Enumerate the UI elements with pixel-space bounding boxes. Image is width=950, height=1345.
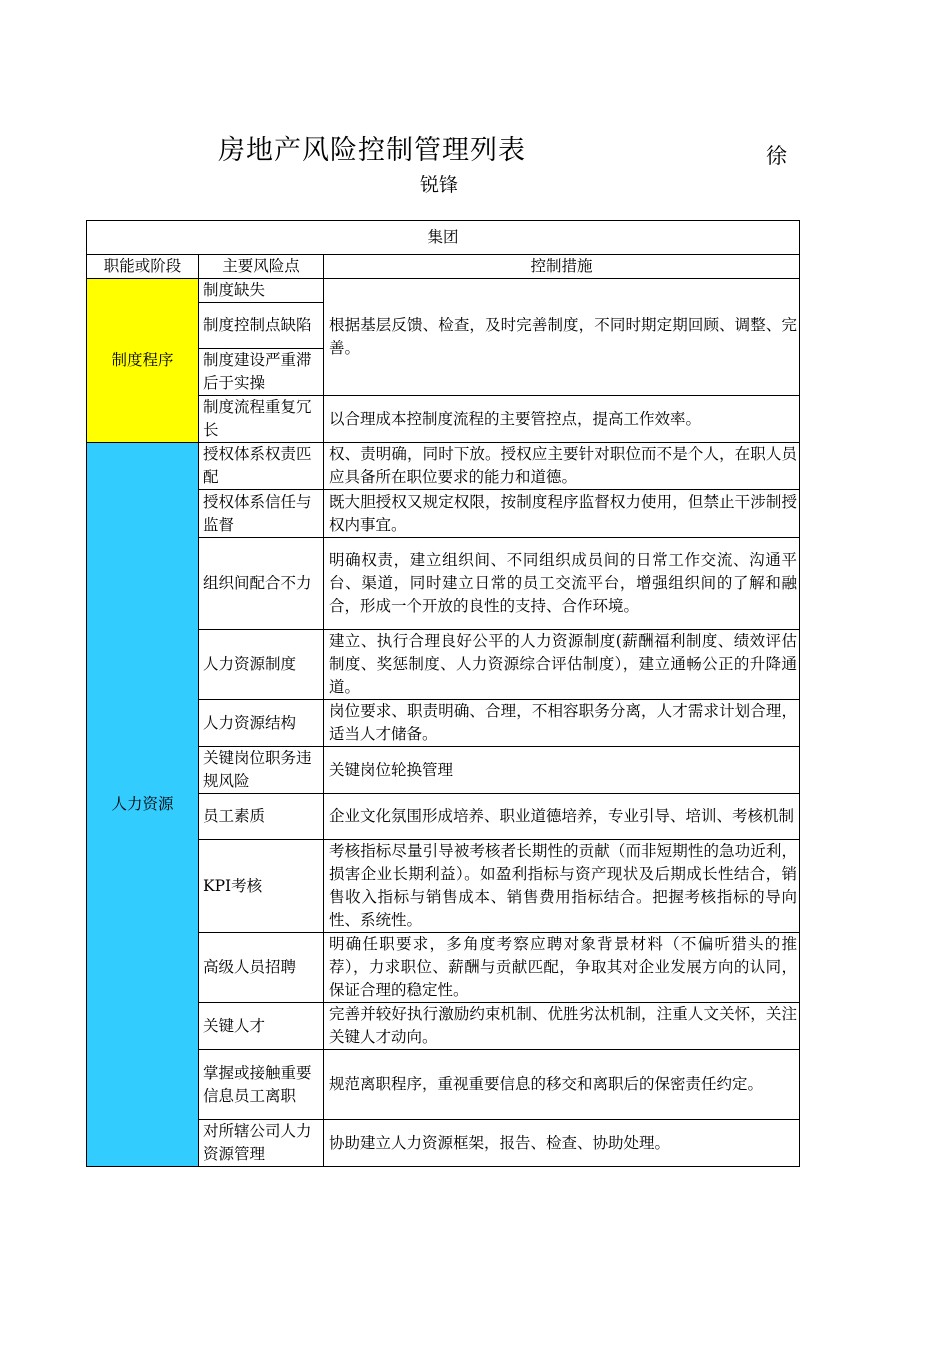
risk-cell: 人力资源制度: [199, 630, 324, 700]
risk-cell: 制度建设严重滞后于实操: [199, 349, 324, 396]
risk-cell: 人力资源结构: [199, 700, 324, 747]
function-cell-system-procedure: 制度程序: [87, 279, 199, 443]
group-header-cell: 集团: [87, 221, 800, 255]
risk-cell: 员工素质: [199, 794, 324, 840]
control-cell: 规范离职程序，重视重要信息的移交和离职后的保密责任约定。: [324, 1050, 800, 1120]
control-cell: 建立、执行合理良好公平的人力资源制度(薪酬福利制度、绩效评估制度、奖惩制度、人力资源综合评估制度），建立通畅公正的升降通道。: [324, 630, 800, 700]
table-row: [87, 443, 800, 490]
column-header-risk: 主要风险点: [199, 255, 324, 279]
risk-cell: 授权体系信任与监督: [199, 490, 324, 538]
document-title: 房地产风险控制管理列表: [218, 135, 526, 166]
risk-cell: 制度控制点缺陷: [199, 303, 324, 349]
control-cell: 完善并较好执行激励约束机制、优胜劣汰机制，注重人文关怀，关注关键人才动向。: [324, 1003, 800, 1050]
author-name-part1: 徐: [766, 144, 787, 168]
risk-cell: 制度流程重复冗长: [199, 396, 324, 443]
control-cell: 以合理成本控制度流程的主要管控点，提高工作效率。: [324, 396, 800, 443]
control-cell: 岗位要求、职责明确、合理，不相容职务分离，人才需求计划合理，适当人才储备。: [324, 700, 800, 747]
column-header-row: [87, 255, 800, 279]
control-cell: 考核指标尽量引导被考核者长期性的贡献（而非短期性的急功近利，损害企业长期利益）。如盈利指标与资产现状及后期成长性结合，销售收入指标与销售成本、销售费用指标结合。把握考核指标的导向性、系统性。: [324, 840, 800, 933]
control-cell: 权、责明确，同时下放。授权应主要针对职位而不是个人，在职人员应具备所在职位要求的能力和道德。: [324, 443, 800, 490]
risk-cell: 组织间配合不力: [199, 538, 324, 630]
function-cell-human-resources: 人力资源: [87, 443, 199, 1167]
control-cell: 根据基层反馈、检查，及时完善制度，不同时期定期回顾、调整、完善。: [324, 279, 800, 396]
column-header-function: 职能或阶段: [87, 255, 199, 279]
risk-cell: 制度缺失: [199, 279, 324, 303]
risk-control-table: [86, 220, 800, 1167]
author-name-part2: 锐锋: [420, 174, 459, 196]
table-row: [87, 279, 800, 303]
risk-cell: 高级人员招聘: [199, 933, 324, 1003]
risk-cell: KPI考核: [199, 840, 324, 933]
group-header-row: [87, 221, 800, 255]
control-cell: 既大胆授权又规定权限，按制度程序监督权力使用，但禁止干涉制授权内事宜。: [324, 490, 800, 538]
risk-cell: 关键人才: [199, 1003, 324, 1050]
control-cell: 明确权责，建立组织间、不同组织成员间的日常工作交流、沟通平台、渠道，同时建立日常的员工交流平台，增强组织间的了解和融合，形成一个开放的良性的支持、合作环境。: [324, 538, 800, 630]
control-cell: 企业文化氛围形成培养、职业道德培养，专业引导、培训、考核机制: [324, 794, 800, 840]
control-cell: 关键岗位轮换管理: [324, 747, 800, 794]
risk-cell: 掌握或接触重要信息员工离职: [199, 1050, 324, 1120]
risk-cell: 授权体系权责匹配: [199, 443, 324, 490]
control-cell: 明确任职要求，多角度考察应聘对象背景材料（不偏听猎头的推荐），力求职位、薪酬与贡献匹配，争取其对企业发展方向的认同，保证合理的稳定性。: [324, 933, 800, 1003]
risk-cell: 对所辖公司人力资源管理: [199, 1120, 324, 1167]
control-cell: 协助建立人力资源框架，报告、检查、协助处理。: [324, 1120, 800, 1167]
column-header-control: 控制措施: [324, 255, 800, 279]
risk-cell: 关键岗位职务违规风险: [199, 747, 324, 794]
